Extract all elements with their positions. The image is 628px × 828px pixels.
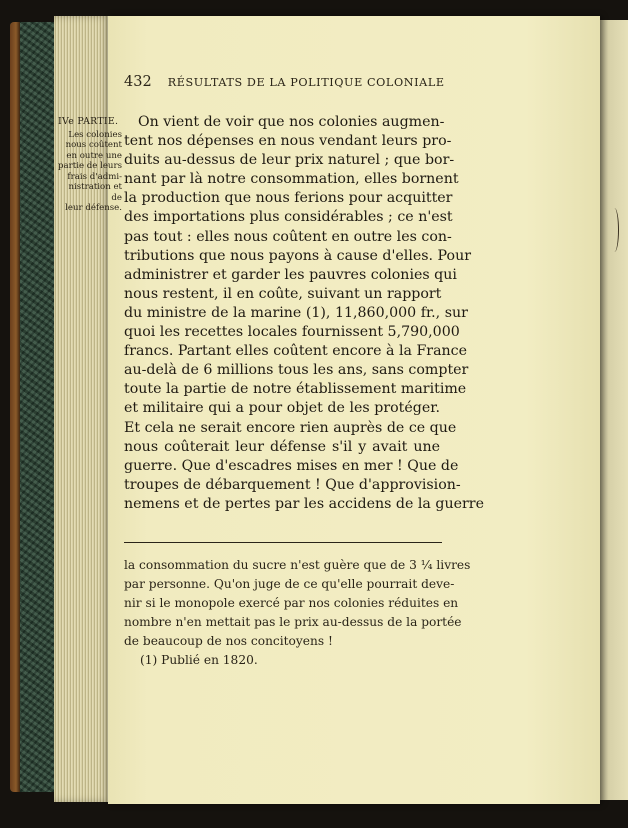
margin-note-line: frais d'admi- <box>67 171 122 182</box>
body-line: et militaire qui a pour objet de les protéger. <box>124 400 440 417</box>
margin-note-line: nistration et de <box>68 182 122 203</box>
facing-page-edge <box>600 20 628 800</box>
body-line: francs. Partant elles coûtent encore à la France <box>124 343 468 360</box>
body-line: nemens et de pertes par les accidens de la guerre <box>124 495 484 512</box>
body-line: administrer et garder les pauvres colonies qui <box>124 266 457 283</box>
running-head <box>124 74 508 90</box>
body-line: guerre. Que d'escadres mises en mer ! Que de <box>124 457 459 474</box>
body-line: la production que nous ferions pour acquitter <box>124 190 453 207</box>
footnote-rule <box>124 542 442 543</box>
margin-note-line: nous coûtent <box>65 140 122 150</box>
margin-note-text <box>56 130 122 214</box>
footnotes <box>124 556 471 670</box>
body-line: toute la partie de notre établissement maritime <box>124 381 467 398</box>
footnote-reference: (1) Publié en 1820. <box>140 653 258 667</box>
margin-note-line: leur défense. <box>65 203 122 213</box>
margin-note-line: en outre une <box>66 150 122 161</box>
footnote-line: nir si le monopole exercé par nos colonies réduites en <box>124 596 459 610</box>
body-line: troupes de débarquement ! Que d'approvision- <box>124 476 461 493</box>
book-cover-edge <box>10 22 20 792</box>
margin-note-line: Les colonies <box>68 129 122 140</box>
body-line: quoi les recettes locales fournissent 5,790,000 <box>124 324 460 341</box>
page-number: 432 <box>124 74 152 90</box>
footnote-line: nombre n'en mettait pas le prix au-dessus de la portée <box>124 615 462 629</box>
footnote-line: par personne. Qu'on juge de ce qu'elle pourrait deve- <box>124 577 455 591</box>
footnote-line: de beaucoup de nos concitoyens ! <box>124 634 333 648</box>
body-line: nous restent, il en coûte, suivant un rapport <box>124 285 442 302</box>
margin-note <box>56 117 122 214</box>
body-line: On vient de voir que nos colonies augmen- <box>138 114 445 130</box>
body-line: nant par là notre consommation, elles bornent <box>124 171 459 188</box>
facing-page-mark <box>610 208 619 252</box>
body-line: duits au-dessus de leur prix naturel ; que bor- <box>124 152 455 169</box>
running-head-title: RÉSULTATS DE LA POLITIQUE COLONIALE <box>167 76 445 89</box>
body-line: des importations plus considérables ; ce n'est <box>124 209 453 226</box>
body-line: nous coûterait leur défense s'il y avait une <box>124 438 440 455</box>
body-line: pas tout : elles nous coûtent en outre les con- <box>124 228 452 245</box>
part-label: IVe PARTIE. <box>58 116 119 127</box>
body-line: du ministre de la marine (1), 11,860,000 fr., sur <box>124 304 468 321</box>
body-line: tributions que nous payons à cause d'elles. Pour <box>124 247 471 264</box>
body-text <box>124 113 484 514</box>
body-line: Et cela ne serait encore rien auprès de ce que <box>124 419 457 436</box>
body-line: tent nos dépenses en nous vendant leurs pro- <box>124 133 452 150</box>
margin-note-line: partie de leurs <box>58 161 122 171</box>
footnote-line: la consommation du sucre n'est guère que de 3 ¼ livres <box>124 558 471 572</box>
body-line: au-delà de 6 millions tous les ans, sans compter <box>124 362 469 379</box>
